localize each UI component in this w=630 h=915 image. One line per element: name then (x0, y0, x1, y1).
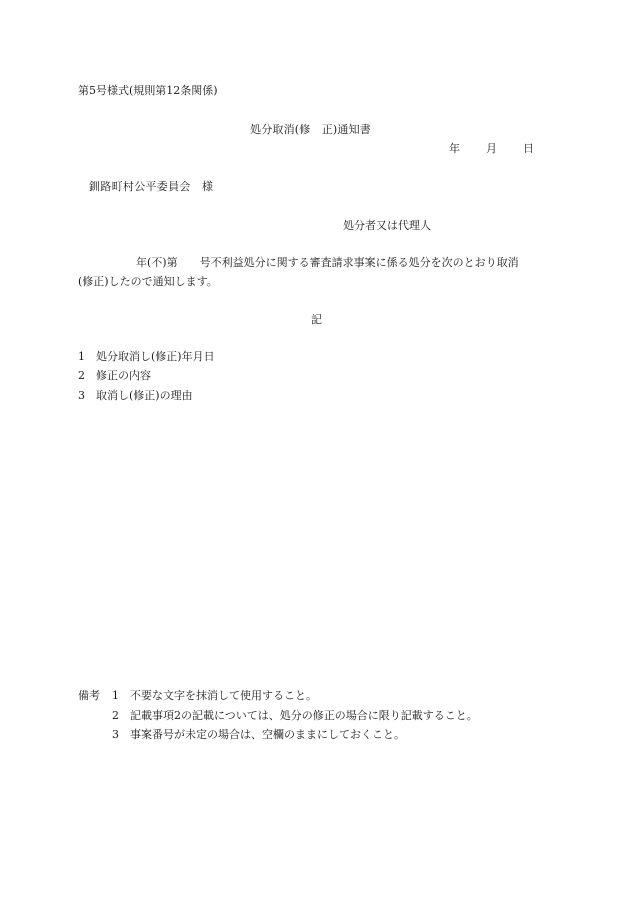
list-item-number: 2 (78, 369, 85, 382)
note-number: 1 (112, 689, 119, 702)
list-item (78, 351, 215, 362)
date-month-label: 月 (486, 142, 497, 155)
list-item (78, 390, 193, 401)
sender: 処分者又は代理人 (343, 219, 431, 232)
note-number: 3 (112, 728, 119, 741)
form-number: 第5号様式(規則第12条関係) (78, 84, 218, 97)
note-item (112, 729, 405, 740)
note-item (112, 690, 317, 701)
date-year-label: 年 (449, 142, 460, 155)
body-text-line-1 (136, 257, 519, 268)
ki-heading: 記 (311, 313, 322, 326)
list-item (78, 370, 151, 381)
list-item-number: 1 (78, 350, 85, 363)
notes-label: 備考 (78, 689, 100, 702)
list-item-number: 3 (78, 389, 85, 402)
note-text: 記載事項2の記載については、処分の修正の場合に限り記載すること。 (130, 709, 478, 722)
document-title: 処分取消(修 正)通知書 (250, 123, 371, 136)
list-item-text: 処分取消し(修正)年月日 (96, 350, 215, 363)
body-case-year: 年(不)第 (136, 256, 178, 269)
note-item (112, 710, 478, 721)
list-item-text: 修正の内容 (96, 369, 151, 382)
body-text-line-2: (修正)したので通知します。 (78, 275, 218, 288)
recipient: 釧路町村公平委員会 様 (89, 180, 214, 193)
note-number: 2 (112, 709, 119, 722)
note-text: 事案番号が未定の場合は、空欄のままにしておくこと。 (130, 728, 405, 741)
note-text: 不要な文字を抹消して使用すること。 (130, 689, 317, 702)
date-day-label: 日 (523, 142, 534, 155)
body-case-text: 号不利益処分に関する審査請求事案に係る処分を次のとおり取消 (199, 256, 519, 269)
date-row (449, 143, 534, 154)
list-item-text: 取消し(修正)の理由 (96, 389, 193, 402)
